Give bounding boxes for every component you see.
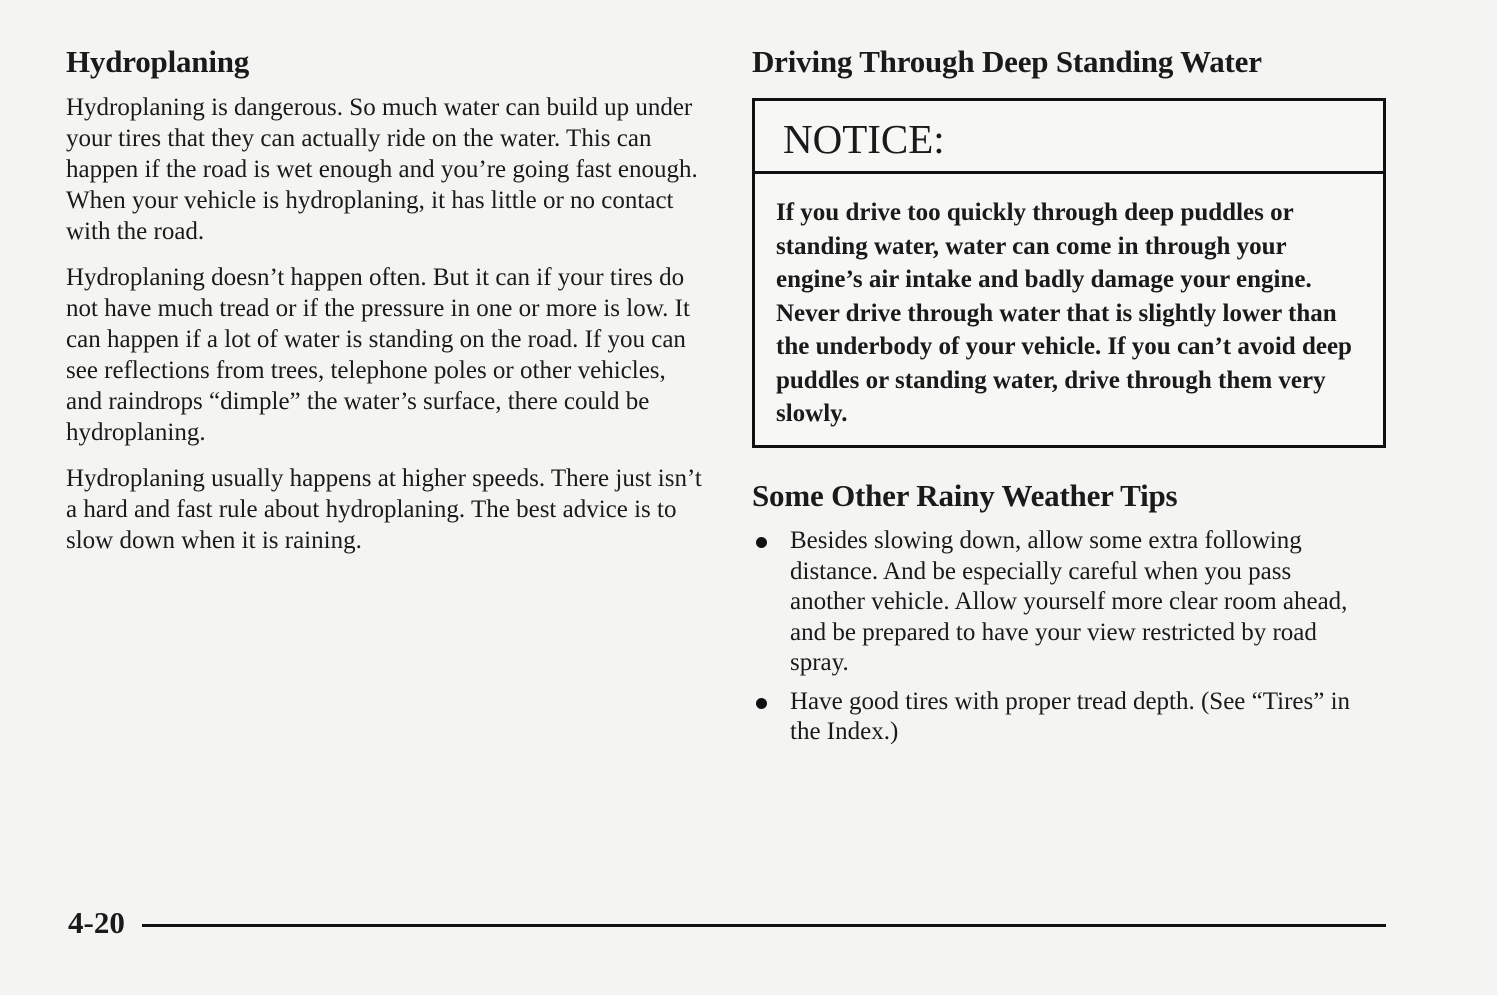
bullet-icon — [756, 537, 767, 548]
page-number: 4-20 — [68, 905, 125, 940]
list-item — [752, 526, 1370, 679]
bullet-icon — [756, 698, 767, 709]
paragraph: Hydroplaning is dangerous. So much water can build up under your tires that they can actually ride on the water. This can happen if the road is wet enough and you’re going fast enough. When your vehicle is hydroplaning, it has little or no contact with the road. — [66, 94, 698, 245]
tip-text: Besides slowing down, allow some extra following distance. And be especially careful when you pass another vehicle. Allow yourself more clear room ahead, and be prepared to have your view restricted by road spray. — [790, 527, 1348, 676]
right-column — [752, 44, 1392, 756]
rainy-tips-heading: Some Other Rainy Weather Tips — [752, 478, 1178, 513]
list-item — [752, 687, 1370, 748]
deep-water-heading: Driving Through Deep Standing Water — [752, 44, 1262, 79]
tips-list — [752, 526, 1392, 748]
notice-box — [752, 98, 1386, 448]
paragraph: Hydroplaning usually happens at higher speeds. There just isn’t a hard and fast rule about hydroplaning. The best advice is to slow down when it is raining. — [66, 465, 702, 554]
notice-body: If you drive too quickly through deep puddles or standing water, water can come in through your engine’s air intake and badly damage your engine. Never drive through water that is slightly lower than the underbody of your vehicle. If you can’t avoid deep puddles or standing water, drive through them very slowly. — [776, 199, 1352, 427]
footer-rule — [142, 924, 1386, 927]
left-column — [66, 44, 706, 571]
notice-title: NOTICE: — [755, 101, 1383, 174]
hydroplaning-heading: Hydroplaning — [66, 44, 250, 79]
tip-text: Have good tires with proper tread depth. (See “Tires” in the Index.) — [790, 687, 1351, 745]
paragraph: Hydroplaning doesn’t happen often. But it can if your tires do not have much tread or if the pressure in one or more is low. It can happen if a lot of water is standing on the road. If you can see reflections from trees, telephone poles or other vehicles, and raindrops “dimple” the water’s surface, there could be hydroplaning. — [66, 264, 690, 446]
page-footer — [68, 905, 1388, 945]
